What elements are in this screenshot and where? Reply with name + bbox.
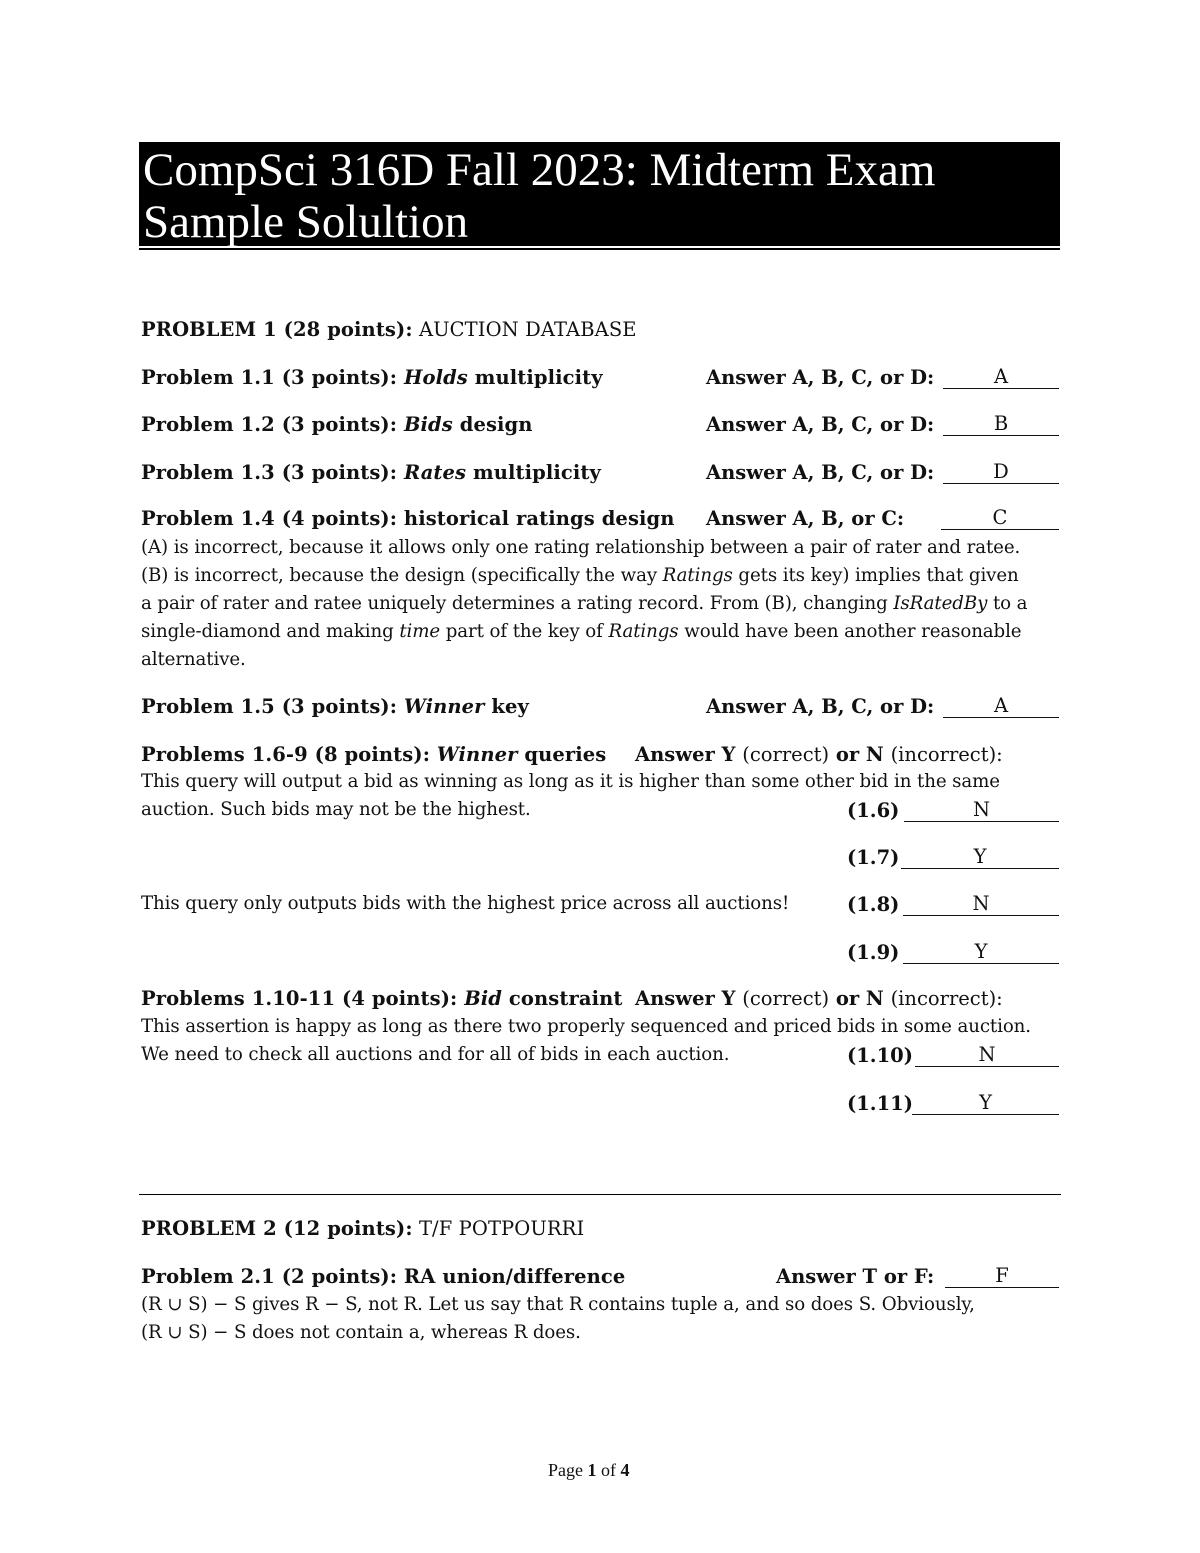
problem-1-heading: PROBLEM 1 (28 points): AUCTION DATABASE: [141, 318, 637, 341]
problem-1-10-11-label: Problems 1.10-11 (4 points): Bid constraint: [141, 987, 623, 1010]
section-divider: [139, 1194, 1061, 1195]
question-1-6-answer: N: [972, 798, 991, 821]
problem-1-4-explanation-line-1: (A) is incorrect, because it allows only one rating relationship between a pair of rater and ratee.: [141, 537, 1021, 558]
title-line-2: Sample Solultion: [143, 196, 469, 248]
question-1-9-answer: Y: [974, 940, 988, 963]
problem-1-10-11-explanation-line-1: This assertion is happy as long as there two properly sequenced and priced bids in some auction.: [141, 1016, 1031, 1037]
question-1-8-answer-blank: [903, 893, 1059, 916]
document-title: [139, 142, 1060, 246]
problem-1-2-answer-label: Answer A, B, C, or D:: [706, 413, 935, 436]
page-number-footer: Page 1 of 4: [548, 1460, 630, 1480]
problem-1-3-answer-blank: [943, 461, 1059, 484]
problem-1-10-11-answer-label: Answer Y (correct) or N (incorrect):: [635, 987, 1003, 1010]
question-1-7-answer: Y: [973, 845, 987, 868]
question-1-7-number: (1.7): [847, 846, 900, 869]
problem-2-1-explanation-line-1: (R ∪ S) − S gives R − S, not R. Let us say that R contains tuple a, and so does S. Obviously,: [141, 1294, 975, 1315]
problem-1-3-answer: D: [993, 460, 1009, 483]
question-1-8-number: (1.8): [847, 893, 900, 916]
problem-1-5-answer: A: [993, 694, 1009, 717]
question-1-10-answer-blank: [915, 1044, 1059, 1067]
problem-1-4-explanation-line-3: a pair of rater and ratee uniquely determines a rating record. From (B), changing IsRatedBy to a: [141, 593, 1028, 614]
question-1-6-answer-blank: [904, 799, 1059, 822]
problem-1-6-9-answer-label: Answer Y (correct) or N (incorrect):: [635, 743, 1003, 766]
question-1-10-number: (1.10): [847, 1044, 913, 1067]
question-1-8-answer: N: [972, 892, 990, 915]
problem-1-5-answer-blank: [943, 695, 1059, 718]
question-1-7-answer-blank: [901, 846, 1059, 869]
problem-1-6-9-explanation-line-3: This query only outputs bids with the highest price across all auctions!: [141, 893, 790, 914]
problem-1-6-9-label: Problems 1.6-9 (8 points): Winner queries: [141, 743, 607, 766]
question-1-11-answer: Y: [979, 1091, 992, 1114]
problem-2-1-answer: F: [995, 1264, 1009, 1287]
problem-1-4-answer-blank: [941, 507, 1059, 530]
question-1-11-number: (1.11): [847, 1092, 913, 1115]
problem-1-1-answer-label: Answer A, B, C, or D:: [706, 366, 935, 389]
problem-2-heading: PROBLEM 2 (12 points): T/F POTPOURRI: [141, 1217, 585, 1240]
problem-1-4-answer-label: Answer A, B, or C:: [706, 507, 905, 530]
question-1-11-answer-blank: [912, 1092, 1059, 1115]
problem-1-2-answer-blank: [943, 413, 1059, 436]
question-1-10-answer: N: [978, 1043, 996, 1066]
problem-2-1-explanation-line-2: (R ∪ S) − S does not contain a, whereas R does.: [141, 1322, 581, 1343]
title-underline: [139, 248, 1060, 250]
problem-1-3-label: Problem 1.3 (3 points): Rates multiplicity: [141, 461, 601, 484]
problem-2-1-answer-label: Answer T or F:: [776, 1265, 935, 1288]
problem-1-2-label: Problem 1.2 (3 points): Bids design: [141, 413, 533, 436]
question-1-9-number: (1.9): [847, 941, 900, 964]
problem-1-1-answer: A: [993, 365, 1009, 388]
problem-1-3-answer-label: Answer A, B, C, or D:: [706, 461, 935, 484]
problem-1-4-explanation-line-2: (B) is incorrect, because the design (specifically the way Ratings gets its key) implies that given: [141, 565, 1019, 586]
problem-1-6-9-explanation-line-2: auction. Such bids may not be the highest.: [141, 799, 531, 820]
problem-1-1-answer-blank: [943, 366, 1059, 389]
problem-1-4-label: Problem 1.4 (4 points): historical ratings design: [141, 507, 675, 530]
problem-1-4-explanation-line-5: alternative.: [141, 649, 246, 670]
problem-2-1-answer-blank: [945, 1265, 1059, 1288]
problem-2-1-label: Problem 2.1 (2 points): RA union/difference: [141, 1265, 626, 1288]
title-line-1: CompSci 316D Fall 2023: Midterm Exam: [143, 144, 936, 196]
problem-1-5-label: Problem 1.5 (3 points): Winner key: [141, 695, 529, 718]
problem-1-1-label: Problem 1.1 (3 points): Holds multiplicity: [141, 366, 603, 389]
question-1-9-answer-blank: [903, 941, 1059, 964]
problem-1-5-answer-label: Answer A, B, C, or D:: [706, 695, 935, 718]
question-1-6-number: (1.6): [847, 799, 900, 822]
problem-1-10-11-explanation-line-2: We need to check all auctions and for all of bids in each auction.: [141, 1044, 730, 1065]
problem-1-4-explanation-line-4: single-diamond and making time part of the key of Ratings would have been another reasonable: [141, 621, 1022, 642]
problem-1-6-9-explanation-line-1: This query will output a bid as winning as long as it is higher than some other bid in the same: [141, 771, 1000, 792]
problem-1-4-answer: C: [992, 506, 1008, 529]
problem-1-2-answer: B: [993, 412, 1009, 435]
